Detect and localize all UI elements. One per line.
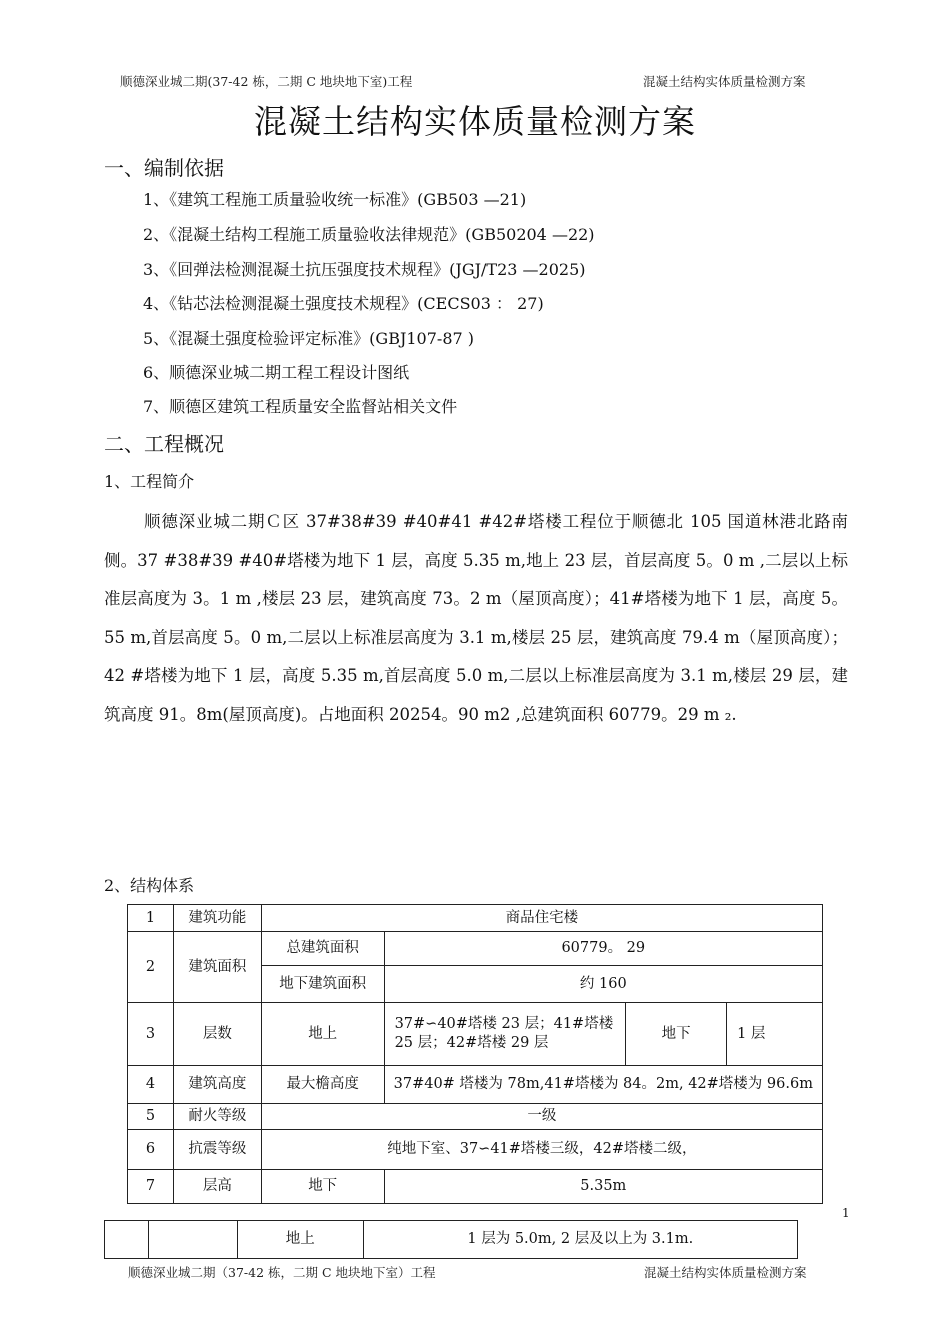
table-cell: 抗震等级 [173, 1130, 261, 1170]
table-cell: 3 [128, 1003, 174, 1066]
table-cell: 约 160 [384, 966, 822, 1003]
table-cell: 7 [128, 1170, 174, 1204]
reference-item: 2、《混凝土结构工程施工质量验收法律规范》(GB50204 —22) [143, 225, 595, 244]
project-description: 顺德深业城二期Ｃ区 37#38#39 #40#41 #42#塔楼工程位于顺德北 105 国道林港北路南侧。37 #38#39 #40#塔楼为地下 1 层，高度 5.35 m,地上 23 层，首层高度 5。0 m ,二层以上标准层高度为 3。1 m ,楼层 23 层，建筑高度 73。2 m（屋顶高度）；41#塔楼为地下 1 层，高度 5。55 m,首层高度 5。0 m,二层以上标准层高度为 3.1 m,楼层 25 层，建筑高度 79.4 m（屋顶高度）；42 #塔楼为地下 1 层，高度 5.35 m,首层高度 5.0 m,二层以上标准层高度为 3.1 m,楼层 29 层，建筑高度 91。8m(屋顶高度)。占地面积 20254。90 m2 ,总建筑面积 60779。29 m ₂. [104, 512, 848, 724]
header-left: 顺德深业城二期(37-42 栋，二期 C 地块地下室)工程 [120, 74, 413, 89]
subsection-structure: 2、结构体系 [104, 876, 195, 895]
table-row [105, 1221, 798, 1259]
table-cell [148, 1221, 237, 1259]
table-row [128, 905, 823, 932]
table-cell: 层数 [173, 1003, 261, 1066]
subsection-intro: 1、工程简介 [104, 472, 195, 491]
table-cell: 4 [128, 1066, 174, 1104]
table-cell: 最大檐高度 [261, 1066, 384, 1104]
table-cell: 建筑功能 [173, 905, 261, 932]
table-cell: 耐火等级 [173, 1104, 261, 1130]
table-row [128, 1104, 823, 1130]
table-cell: 建筑高度 [173, 1066, 261, 1104]
table-cell: 地下 [261, 1170, 384, 1204]
section-heading-overview: 二、工程概况 [104, 432, 224, 456]
header-right: 混凝土结构实体质量检测方案 [643, 74, 806, 89]
table-row [128, 1170, 823, 1204]
table-cell: 60779。 29 [384, 932, 822, 966]
table-cell: 地上 [261, 1003, 384, 1066]
section-heading-basis: 一、编制依据 [104, 156, 224, 180]
table-cell: 地下 [626, 1003, 727, 1066]
document-title: 混凝土结构实体质量检测方案 [254, 102, 696, 141]
reference-item: 4、《钻芯法检测混凝土强度技术规程》(CECS03 ： 27) [143, 294, 544, 313]
footer-left: 顺德深业城二期（37-42 栋，二期 C 地块地下室）工程 [128, 1265, 436, 1280]
reference-item: 6、顺德深业城二期工程工程设计图纸 [143, 363, 410, 382]
table-row [128, 1003, 823, 1066]
footer-right: 混凝土结构实体质量检测方案 [644, 1265, 807, 1280]
table-cell: 商品住宅楼 [261, 905, 822, 932]
table-row [128, 1066, 823, 1104]
table-cell: 5.35m [384, 1170, 822, 1204]
table-cell: 层高 [173, 1170, 261, 1204]
table-cell: 2 [128, 932, 174, 1003]
page-number: 1 [842, 1206, 850, 1220]
table-cell: 37#40# 塔楼为 78m,41#塔楼为 84。2m, 42#塔楼为 96.6m [384, 1066, 822, 1104]
table-cell: 一级 [261, 1104, 822, 1130]
reference-item: 1、《建筑工程施工质量验收统一标准》(GB503 —21) [143, 190, 527, 209]
reference-item: 3、《回弹法检测混凝土抗压强度技术规程》(JGJ/T23 —2025) [143, 260, 586, 279]
reference-item: 5、《混凝土强度检验评定标准》(GBJ107-87 ) [143, 329, 475, 348]
table-row [128, 932, 823, 966]
table-cell: 纯地下室、37∽41#塔楼三级，42#塔楼二级， [261, 1130, 822, 1170]
table-cell: 37#∽40#塔楼 23 层；41#塔楼 25 层；42#塔楼 29 层 [384, 1003, 626, 1066]
reference-item: 7、顺德区建筑工程质量安全监督站相关文件 [143, 397, 458, 416]
table-cell: 1 层 [727, 1003, 823, 1066]
table-cell [105, 1221, 149, 1259]
table-cell: 1 层为 5.0m, 2 层及以上为 3.1m. [363, 1221, 797, 1259]
structure-table-continued [104, 1220, 798, 1259]
table-cell: 6 [128, 1130, 174, 1170]
table-cell: 地下建筑面积 [261, 966, 384, 1003]
table-row [128, 1130, 823, 1170]
table-cell: 1 [128, 905, 174, 932]
table-cell: 总建筑面积 [261, 932, 384, 966]
table-cell: 5 [128, 1104, 174, 1130]
structure-table [127, 904, 823, 1204]
table-cell: 地上 [237, 1221, 363, 1259]
table-cell: 建筑面积 [173, 932, 261, 1003]
